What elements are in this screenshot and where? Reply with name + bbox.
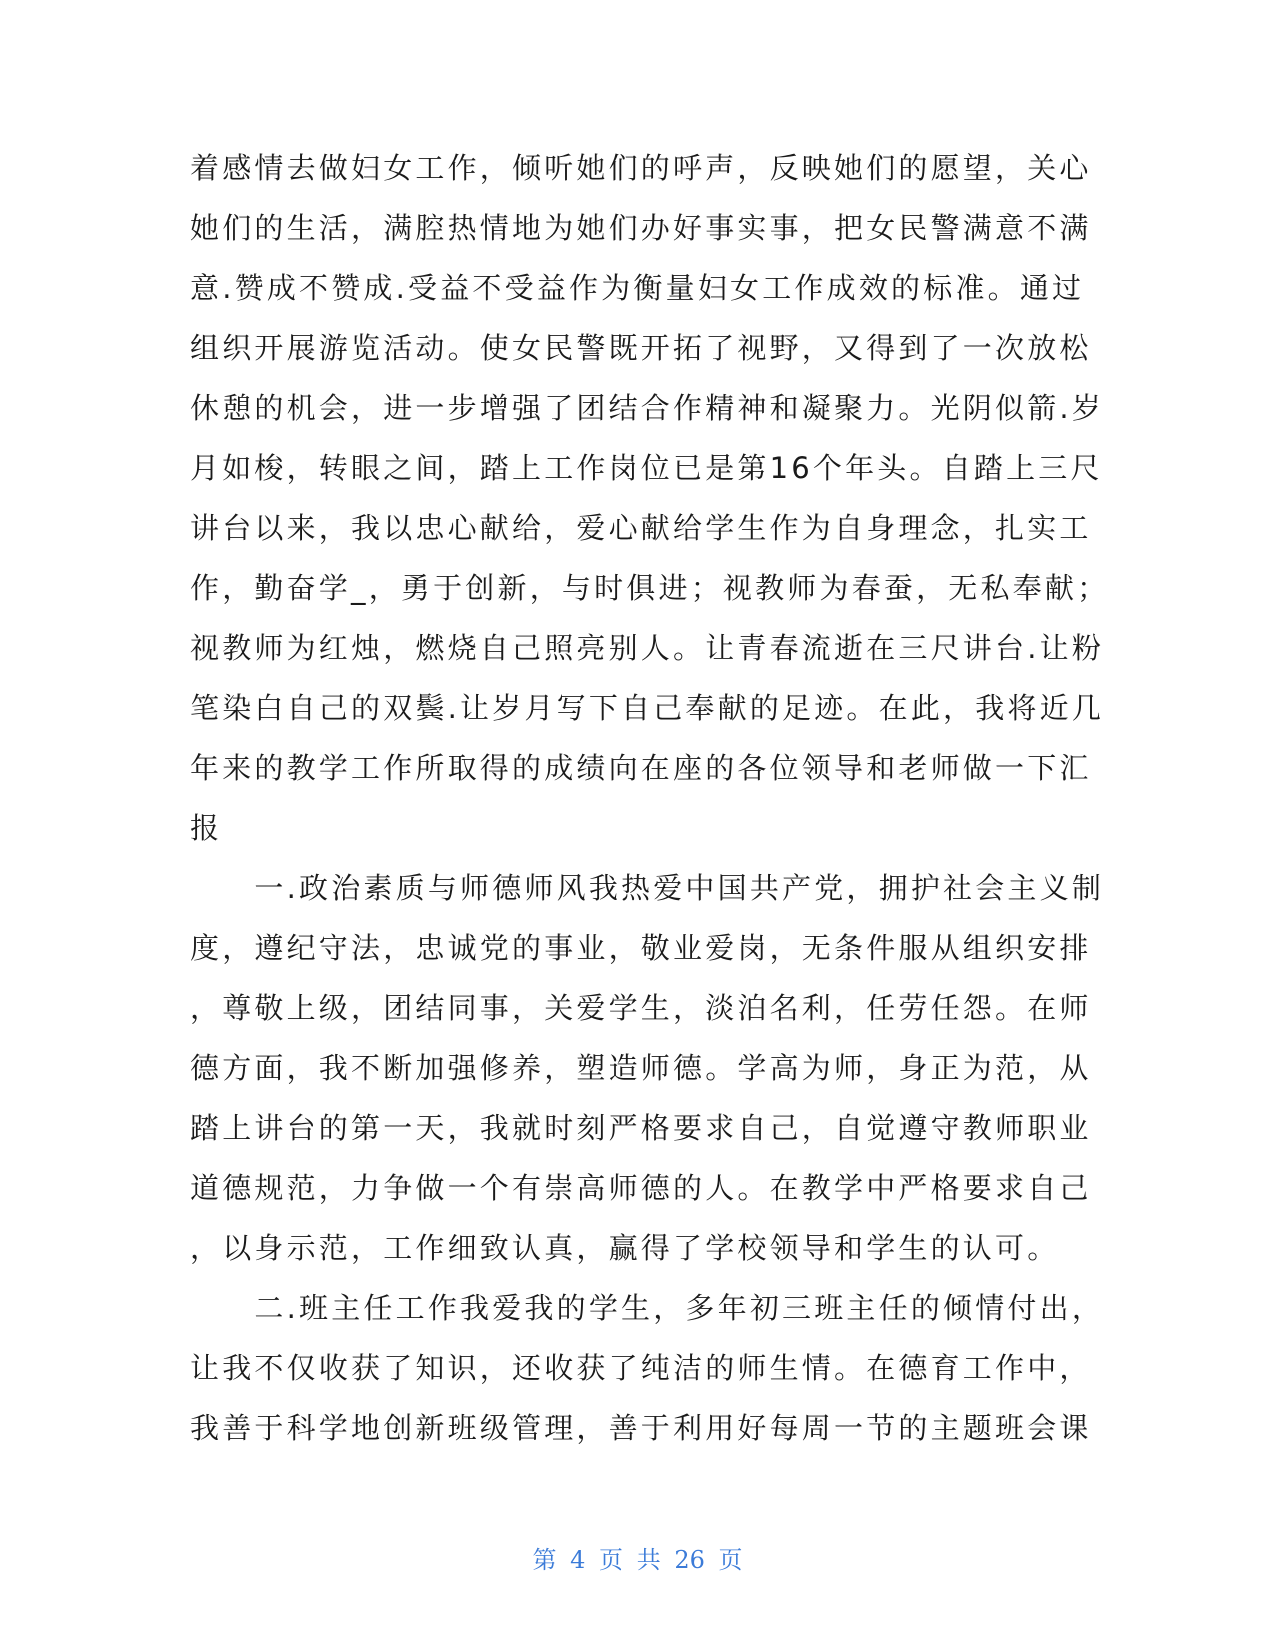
text-line: 让我不仅收获了知识，还收获了纯洁的师生情。在德育工作中， — [190, 1351, 1092, 1385]
text-line: 休憩的机会，进一步增强了团结合作精神和凝聚力。光阴似箭.岁 — [190, 391, 1105, 425]
page-footer — [0, 1540, 1275, 1575]
text-line: 视教师为红烛，燃烧自己照亮别人。让青春流逝在三尺讲台.让粉 — [190, 631, 1105, 665]
text-line: ，以身示范，工作细致认真，赢得了学校领导和学生的认可。 — [190, 1231, 1060, 1265]
body-text — [190, 138, 1110, 1458]
text-line: 组织开展游览活动。使女民警既开拓了视野，又得到了一次放松 — [190, 331, 1092, 365]
text-line: 年来的教学工作所取得的成绩向在座的各位领导和老师做一下汇 — [190, 751, 1092, 785]
total-page-count: 26 — [674, 1546, 705, 1574]
footer-total-prefix: 共 — [636, 1546, 661, 1574]
text-line: 踏上讲台的第一天，我就时刻严格要求自己，自觉遵守教师职业 — [190, 1111, 1092, 1145]
text-line: 讲台以来，我以忠心献给，爱心献给学生作为自身理念，扎实工 — [190, 511, 1092, 545]
text-line: 道德规范，力争做一个有崇高师德的人。在教学中严格要求自己 — [190, 1171, 1092, 1205]
text-line: 作，勤奋学_，勇于创新，与时俱进；视教师为春蚕，无私奉献； — [190, 571, 1110, 605]
footer-prefix: 第 — [532, 1546, 557, 1574]
text-line: 报 — [190, 811, 223, 845]
footer-total-unit: 页 — [718, 1546, 743, 1574]
text-line: 德方面，我不断加强修养，塑造师德。学高为师，身正为范，从 — [190, 1051, 1092, 1085]
text-line: 月如梭，转眼之间，踏上工作岗位已是第16个年头。自踏上三尺 — [190, 451, 1103, 485]
text-line: 笔染白自己的双鬓.让岁月写下自己奉献的足迹。在此，我将近几 — [190, 691, 1105, 725]
text-line: 二.班主任工作我爱我的学生，多年初三班主任的倾情付出， — [190, 1291, 1105, 1325]
text-line: 一.政治素质与师德师风我热爱中国共产党，拥护社会主义制 — [190, 871, 1105, 905]
text-line: 度，遵纪守法，忠诚党的事业，敬业爱岗，无条件服从组织安排 — [190, 931, 1092, 965]
text-line: 意.赞成不赞成.受益不受益作为衡量妇女工作成效的标准。通过 — [190, 271, 1085, 305]
text-line: 我善于科学地创新班级管理，善于利用好每周一节的主题班会课 — [190, 1411, 1092, 1445]
text-line: ，尊敬上级，团结同事，关爱学生，淡泊名利，任劳任怨。在师 — [190, 991, 1092, 1025]
text-line: 她们的生活，满腔热情地为她们办好事实事，把女民警满意不满 — [190, 211, 1092, 245]
text-line: 着感情去做妇女工作，倾听她们的呼声，反映她们的愿望，关心 — [190, 151, 1092, 185]
current-page-number: 4 — [570, 1546, 586, 1574]
footer-page-unit: 页 — [599, 1546, 624, 1574]
